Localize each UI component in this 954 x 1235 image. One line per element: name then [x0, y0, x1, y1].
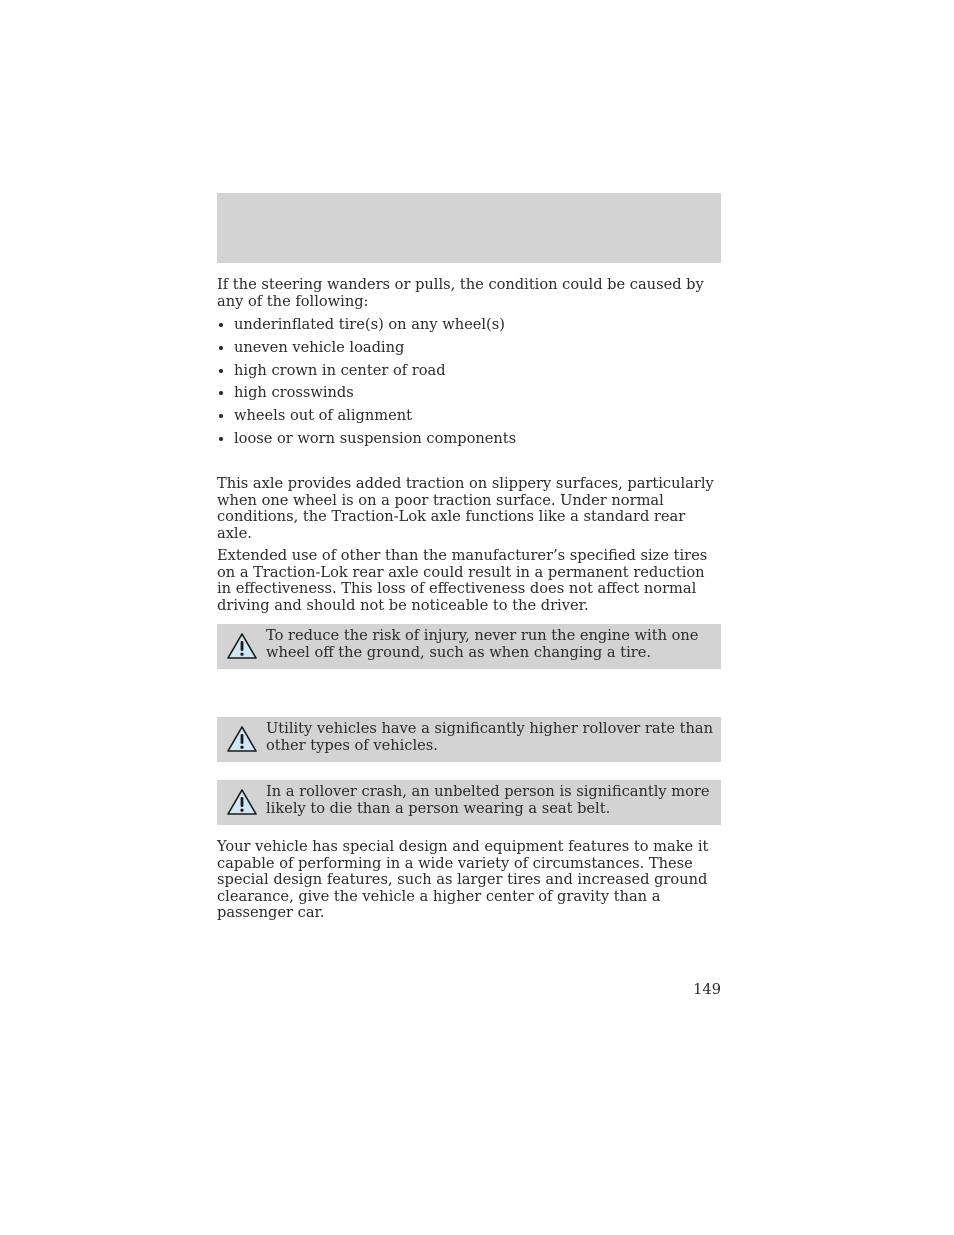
- page-number: 149: [693, 981, 721, 998]
- warning-triangle-icon: [217, 721, 266, 753]
- warning-triangle-icon: [217, 784, 266, 816]
- bullet-dot: [219, 414, 223, 418]
- axle-paragraph-1: This axle provides added traction on slippery surfaces, particularly when one wheel is on a poor traction surface. Under normal conditions, the Traction-Lok axle functions like a standard rear axle.: [217, 475, 714, 542]
- list-item: uneven vehicle loading: [217, 340, 721, 357]
- warning-text: Utility vehicles have a significantly higher rollover rate than other types of vehicles.: [266, 720, 714, 754]
- axle-paragraph-2: Extended use of other than the manufacturer’s specified size tires on a Traction-Lok rear axle could result in a permanent reduction in effectiveness. This loss of effectiveness does not affect normal driving and should not be noticeable to the driver.: [217, 547, 708, 614]
- bullet-dot: [219, 323, 223, 327]
- warning-text: To reduce the risk of injury, never run the engine with one wheel off the ground, such as when changing a tire.: [266, 627, 699, 661]
- steering-intro: If the steering wanders or pulls, the condition could be caused by any of the following:: [217, 276, 704, 310]
- list-item: underinflated tire(s) on any wheel(s): [217, 317, 721, 334]
- bullet-dot: [219, 369, 223, 373]
- list-item: loose or worn suspension components: [217, 431, 721, 448]
- page-content: [217, 277, 721, 928]
- list-item: high crown in center of road: [217, 363, 721, 380]
- steering-causes-list: [217, 317, 721, 447]
- warning-triangle-icon: [217, 628, 266, 660]
- list-item: wheels out of alignment: [217, 408, 721, 425]
- warning-box-engine: [217, 624, 721, 669]
- bullet-dot: [219, 391, 223, 395]
- section-header-band: [217, 193, 721, 263]
- warning-box-seat-belt: [217, 780, 721, 825]
- warning-box-rollover-rate: [217, 717, 721, 762]
- bullet-dot: [219, 437, 223, 441]
- warning-text: In a rollover crash, an unbelted person is significantly more likely to die than a person wearing a seat belt.: [266, 783, 710, 817]
- list-item: high crosswinds: [217, 385, 721, 402]
- vehicle-design-paragraph: Your vehicle has special design and equipment features to make it capable of performing in a wide variety of circumstances. These special design features, such as larger tires and increased ground clearance, give the vehicle a higher center of gravity than a passenger car.: [217, 838, 709, 922]
- bullet-dot: [219, 346, 223, 350]
